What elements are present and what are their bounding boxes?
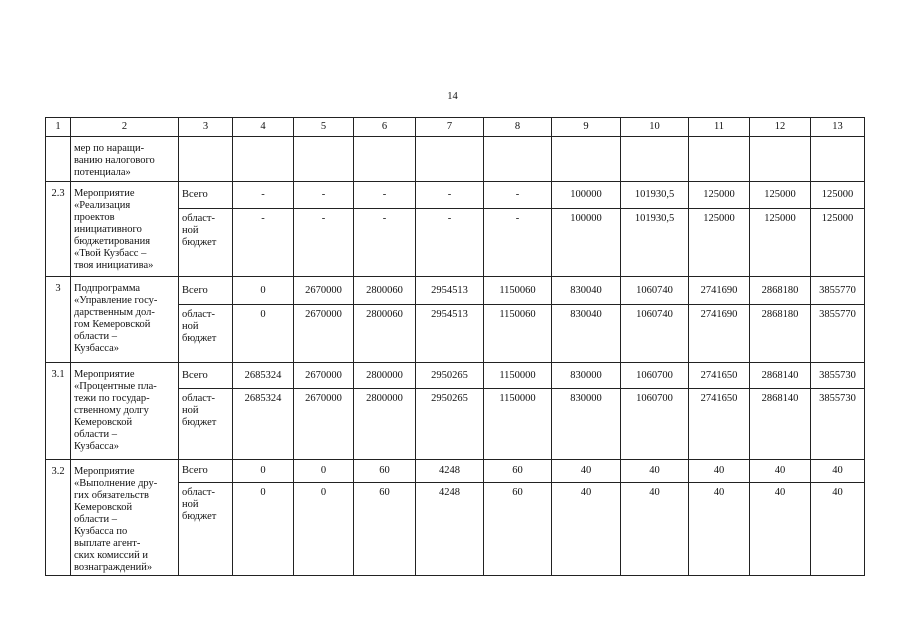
value-cell: 40: [552, 483, 621, 576]
value-cell: 3855770: [811, 305, 865, 363]
row-code: 3.2: [46, 460, 71, 576]
value-cell: 2800000: [354, 389, 416, 460]
value-cell: 60: [354, 460, 416, 483]
row-funding-label: Всего: [179, 363, 233, 389]
empty-cell: [689, 137, 750, 182]
value-cell: 2670000: [294, 277, 354, 305]
row-funding-label: област- ной бюджет: [179, 483, 233, 576]
value-cell: 2868140: [750, 363, 811, 389]
empty-cell: [552, 137, 621, 182]
table-header-cell: 13: [811, 118, 865, 137]
value-cell: 125000: [750, 182, 811, 209]
value-cell: 0: [233, 460, 294, 483]
value-cell: 2950265: [416, 389, 484, 460]
value-cell: 0: [294, 460, 354, 483]
value-cell: 1060700: [621, 363, 689, 389]
row-name: мер по наращи- ванию налогового потенциала»: [71, 137, 179, 182]
empty-cell: [621, 137, 689, 182]
empty-cell: [179, 137, 233, 182]
value-cell: 1060740: [621, 305, 689, 363]
value-cell: 125000: [689, 182, 750, 209]
value-cell: -: [416, 182, 484, 209]
value-cell: 2800000: [354, 363, 416, 389]
value-cell: 2685324: [233, 363, 294, 389]
empty-cell: [46, 137, 71, 182]
table-header-cell: 10: [621, 118, 689, 137]
value-cell: 2800060: [354, 277, 416, 305]
value-cell: 0: [233, 483, 294, 576]
value-cell: 2950265: [416, 363, 484, 389]
value-cell: 1150060: [484, 305, 552, 363]
value-cell: 830000: [552, 363, 621, 389]
value-cell: 2741650: [689, 389, 750, 460]
row-code: 3: [46, 277, 71, 363]
value-cell: 40: [750, 483, 811, 576]
value-cell: 1150000: [484, 389, 552, 460]
row-funding-label: област- ной бюджет: [179, 389, 233, 460]
table-header-row: [46, 118, 865, 137]
value-cell: 2868180: [750, 305, 811, 363]
value-cell: 2741690: [689, 305, 750, 363]
value-cell: 60: [484, 483, 552, 576]
value-cell: 2954513: [416, 277, 484, 305]
value-cell: 4248: [416, 483, 484, 576]
value-cell: 3855770: [811, 277, 865, 305]
value-cell: 830000: [552, 389, 621, 460]
value-cell: 1060740: [621, 277, 689, 305]
value-cell: 40: [621, 460, 689, 483]
table-row: [46, 182, 865, 209]
value-cell: 2685324: [233, 389, 294, 460]
value-cell: -: [354, 182, 416, 209]
table-header-cell: 1: [46, 118, 71, 137]
value-cell: 101930,5: [621, 209, 689, 277]
row-funding-label: Всего: [179, 460, 233, 483]
row-name: Мероприятие «Выполнение дру- гих обязательств Кемеровской области – Кузбасса по выплате агент- ских комиссий и вознаграждений»: [71, 460, 179, 576]
value-cell: 60: [484, 460, 552, 483]
value-cell: 2868180: [750, 277, 811, 305]
table-row: [46, 277, 865, 305]
value-cell: 125000: [811, 209, 865, 277]
table-header-cell: 11: [689, 118, 750, 137]
value-cell: 1060700: [621, 389, 689, 460]
row-funding-label: област- ной бюджет: [179, 209, 233, 277]
value-cell: 830040: [552, 305, 621, 363]
empty-cell: [354, 137, 416, 182]
value-cell: -: [484, 209, 552, 277]
empty-cell: [416, 137, 484, 182]
table-header-cell: 2: [71, 118, 179, 137]
table-header-cell: 9: [552, 118, 621, 137]
table-row: [46, 460, 865, 483]
value-cell: 3855730: [811, 363, 865, 389]
budget-table-body: [46, 118, 865, 576]
value-cell: 1150000: [484, 363, 552, 389]
value-cell: 40: [811, 483, 865, 576]
value-cell: -: [416, 209, 484, 277]
value-cell: 2670000: [294, 389, 354, 460]
value-cell: 2800060: [354, 305, 416, 363]
value-cell: 2741690: [689, 277, 750, 305]
table-header-cell: 5: [294, 118, 354, 137]
value-cell: 40: [811, 460, 865, 483]
row-funding-label: област- ной бюджет: [179, 305, 233, 363]
value-cell: 4248: [416, 460, 484, 483]
empty-cell: [811, 137, 865, 182]
row-name: Мероприятие «Реализация проектов инициативного бюджетирования «Твой Кузбасс – твоя инициатива»: [71, 182, 179, 277]
value-cell: 125000: [750, 209, 811, 277]
value-cell: -: [294, 182, 354, 209]
row-name: Мероприятие «Процентные пла- тежи по государ- ственному долгу Кемеровской области – Кузбасса»: [71, 363, 179, 460]
value-cell: 125000: [689, 209, 750, 277]
table-header-cell: 3: [179, 118, 233, 137]
row-name: Подпрограмма «Управление госу- дарственным дол- гом Кемеровской области – Кузбасса»: [71, 277, 179, 363]
value-cell: 100000: [552, 182, 621, 209]
table-row-continuation: [46, 137, 865, 182]
page-number: 14: [447, 91, 458, 102]
value-cell: 125000: [811, 182, 865, 209]
value-cell: 40: [689, 483, 750, 576]
budget-table: [45, 117, 865, 576]
empty-cell: [484, 137, 552, 182]
table-header-cell: 7: [416, 118, 484, 137]
empty-cell: [750, 137, 811, 182]
value-cell: 1150060: [484, 277, 552, 305]
value-cell: 0: [294, 483, 354, 576]
value-cell: 2954513: [416, 305, 484, 363]
value-cell: 3855730: [811, 389, 865, 460]
value-cell: -: [484, 182, 552, 209]
value-cell: 60: [354, 483, 416, 576]
value-cell: 2670000: [294, 305, 354, 363]
table-header-cell: 12: [750, 118, 811, 137]
value-cell: -: [233, 182, 294, 209]
value-cell: -: [354, 209, 416, 277]
row-code: 2.3: [46, 182, 71, 277]
value-cell: 40: [689, 460, 750, 483]
value-cell: 40: [552, 460, 621, 483]
value-cell: 2868140: [750, 389, 811, 460]
table-header-cell: 8: [484, 118, 552, 137]
table-row: [46, 363, 865, 389]
value-cell: 40: [750, 460, 811, 483]
value-cell: 2741650: [689, 363, 750, 389]
empty-cell: [233, 137, 294, 182]
value-cell: 101930,5: [621, 182, 689, 209]
row-code: 3.1: [46, 363, 71, 460]
value-cell: 2670000: [294, 363, 354, 389]
value-cell: 0: [233, 305, 294, 363]
empty-cell: [294, 137, 354, 182]
value-cell: 40: [621, 483, 689, 576]
value-cell: 100000: [552, 209, 621, 277]
value-cell: 0: [233, 277, 294, 305]
row-funding-label: Всего: [179, 182, 233, 209]
table-header-cell: 4: [233, 118, 294, 137]
value-cell: -: [294, 209, 354, 277]
row-funding-label: Всего: [179, 277, 233, 305]
table-header-cell: 6: [354, 118, 416, 137]
value-cell: 830040: [552, 277, 621, 305]
value-cell: -: [233, 209, 294, 277]
